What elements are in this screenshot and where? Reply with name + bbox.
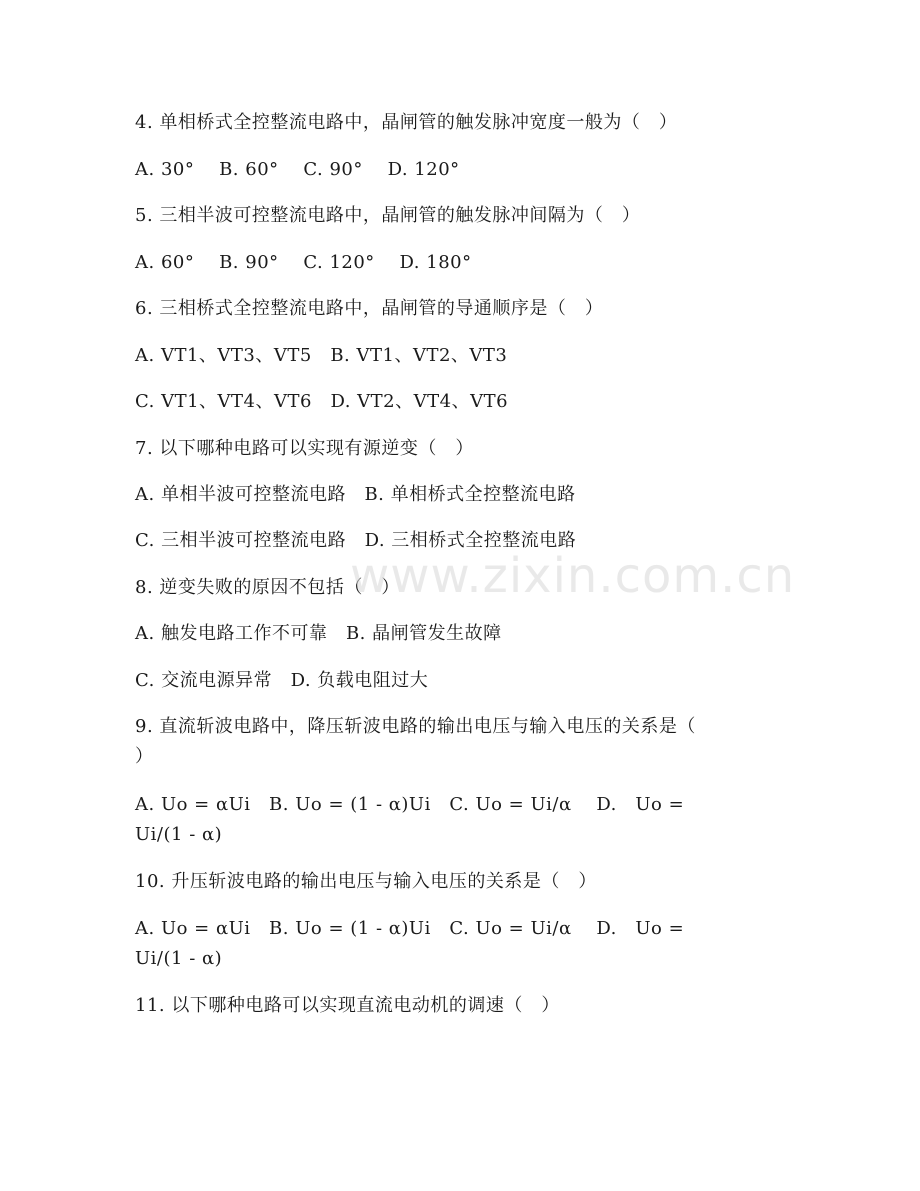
watermark: www.zixin.com.cn xyxy=(350,548,796,604)
question-11: 11. 以下哪种电路可以实现直流电动机的调速（ ） xyxy=(135,995,560,1016)
question-9-options: A. Uo = αUi B. Uo = (1 - α)Ui C. Uo = Ui/α D. Uo = xyxy=(135,794,685,815)
question-8-options-ab: A. 触发电路工作不可靠 B. 晶闸管发生故障 xyxy=(135,623,502,644)
question-6-options-cd: C. VT1、VT4、VT6 D. VT2、VT4、VT6 xyxy=(135,391,509,412)
question-5: 5. 三相半波可控整流电路中，晶闸管的触发脉冲间隔为（ ） xyxy=(135,205,641,226)
question-9: 9. 直流斩波电路中，降压斩波电路的输出电压与输入电压的关系是（ xyxy=(135,716,696,737)
question-4: 4. 单相桥式全控整流电路中，晶闸管的触发脉冲宽度一般为（ ） xyxy=(135,112,678,133)
question-8: 8. 逆变失败的原因不包括（ ） xyxy=(135,577,400,598)
question-4-options: A. 30° B. 60° C. 90° D. 120° xyxy=(135,159,460,180)
question-10-options: A. Uo = αUi B. Uo = (1 - α)Ui C. Uo = Ui/α D. Uo = xyxy=(135,918,685,939)
question-6: 6. 三相桥式全控整流电路中，晶闸管的导通顺序是（ ） xyxy=(135,298,604,319)
question-7-options-ab: A. 单相半波可控整流电路 B. 单相桥式全控整流电路 xyxy=(135,484,576,505)
question-7-options-cd: C. 三相半波可控整流电路 D. 三相桥式全控整流电路 xyxy=(135,530,577,551)
question-9-continued: ） xyxy=(135,746,154,767)
question-7: 7. 以下哪种电路可以实现有源逆变（ ） xyxy=(135,438,474,459)
question-6-options-ab: A. VT1、VT3、VT5 B. VT1、VT2、VT3 xyxy=(135,345,508,366)
question-10: 10. 升压斩波电路的输出电压与输入电压的关系是（ ） xyxy=(135,871,597,892)
question-8-options-cd: C. 交流电源异常 D. 负载电阻过大 xyxy=(135,670,429,691)
question-10-options-continued: Ui/(1 - α) xyxy=(135,948,223,969)
question-5-options: A. 60° B. 90° C. 120° D. 180° xyxy=(135,252,472,273)
question-9-options-continued: Ui/(1 - α) xyxy=(135,824,223,845)
